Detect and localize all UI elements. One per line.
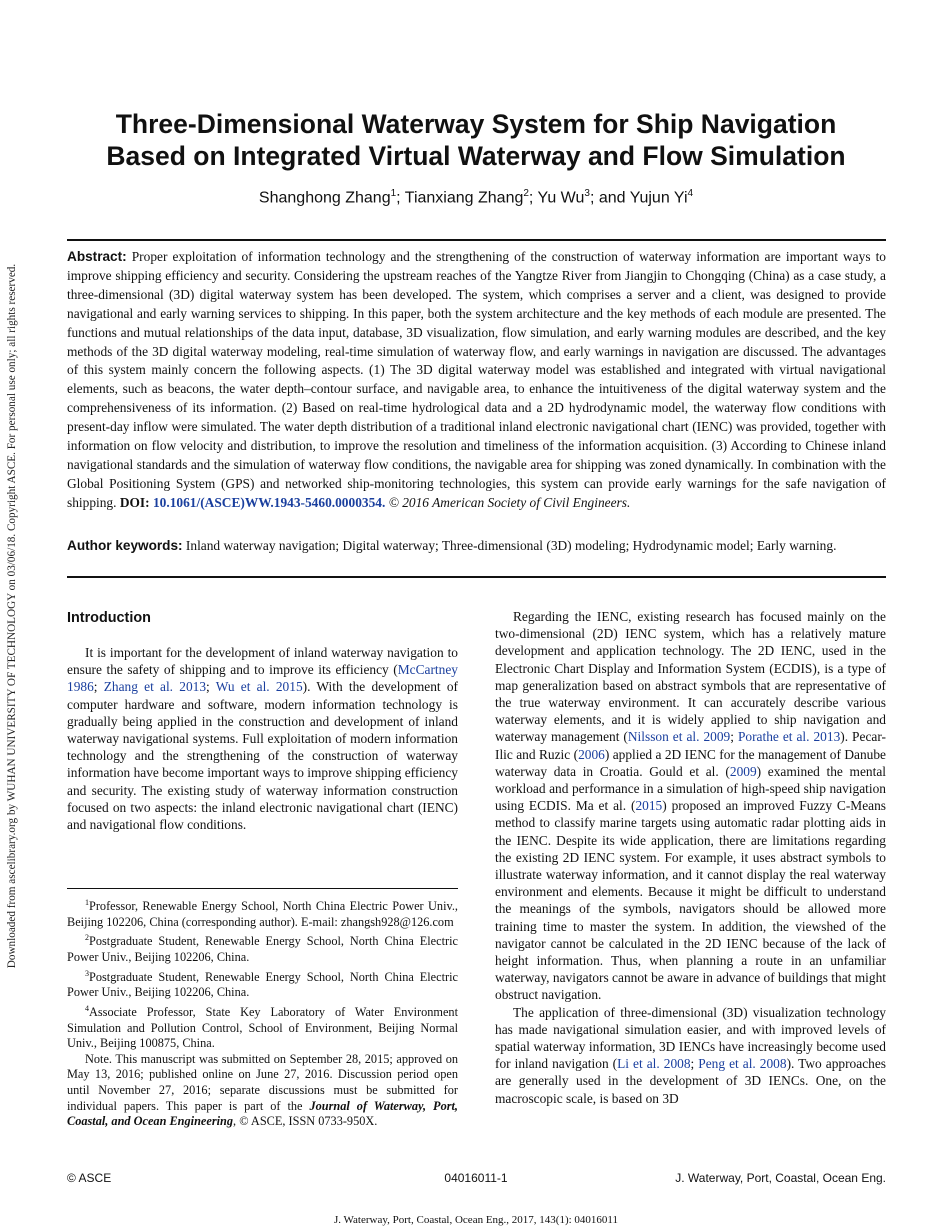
citation-link[interactable]: Wu et al. 2015 bbox=[215, 679, 303, 695]
citation-link[interactable]: Zhang et al. 2013 bbox=[103, 679, 207, 695]
footnote bbox=[67, 1001, 458, 1052]
body-text: The application of three-dimensional (3D) visualization technology has made navigational simulation easier, and with improved levels of spatial waterway information, 3D IENCs have increasingly become used for inland navigation ( bbox=[495, 1004, 886, 1072]
author-affiliation-mark: 1 bbox=[390, 188, 397, 199]
footer-left: © ASCE bbox=[67, 1171, 112, 1185]
footnote-rule bbox=[67, 888, 458, 889]
body-text: ; bbox=[690, 1056, 699, 1072]
author-keywords bbox=[67, 537, 886, 556]
right-paragraph-2 bbox=[495, 1004, 886, 1107]
submission-note bbox=[67, 1052, 458, 1130]
citation-link[interactable]: McCartney 1986 bbox=[67, 662, 458, 695]
author-name: Yu Wu bbox=[537, 189, 585, 207]
body-text: ). With the development of computer hardware and software, modern information technology is gradually being applied in the construction and development of inland waterway navigational systems. Full exploitation of modern information technology and the strengthening of the construction of waterway information have become important ways to improve shipping efficiency and security. The existing study of waterway information construction focused on two aspects: the inland electronic navigational chart (IENC) and navigational flow conditions. bbox=[67, 679, 458, 833]
body-text: ; bbox=[206, 679, 216, 695]
note-text: Note. This manuscript was submitted on September 28, 2015; approved on May 13, 2016; published online on June 27, 2016. Discussion period open until November 27, 2016; separate discussions must be submitted for individual papers. This paper is part of the bbox=[67, 1051, 458, 1113]
keywords-bottom-rule bbox=[67, 576, 886, 578]
footnote-text: Professor, Renewable Energy School, North China Electric Power Univ., Beijing 102206, China (corresponding author). E-mail: zhangsh928@126.com bbox=[67, 899, 458, 929]
footnote bbox=[67, 966, 458, 1001]
body-text: Regarding the IENC, existing research has focused mainly on the two-dimensional (2D) IENC system, which has a relatively mature development and application technology. The 2D IENC, used in the Electronic Chart Display and Information System (ECDIS), is a type of map generalization based on abstract symbols that are representative of the true waterway environment. It can accurately describe various waterway elements, and it is widely applied to ship navigation and waterway management ( bbox=[495, 609, 886, 745]
footnote-mark: 2 bbox=[85, 933, 89, 943]
abstract-text: Proper exploitation of information technology and the strengthening of the construction of waterway information are important ways to improve shipping efficiency and security. Considering the upstream reaches of the Yangtze River from Jiangjin to Chongqing (China) as a case study, a three-dimensional (3D) digital waterway system has been developed. The system, which comprises a server and a client, was designed to provide navigational and early warning services to shipping. In this paper, both the system architecture and the key methods of each module are presented. The functions and mutual relationships of the data input, database, 3D visualization, flow simulation, and early warning modules are described, and the key methods of the 3D digital waterway modeling, real-time simulation of waterway flow, and early warnings in navigation are discussed. The advantages of this system mainly concern the following aspects. (1) The 3D digital waterway model was established and integrated with virtual navigational elements, such as beacons, the water depth–contour surface, and navigable area, to enhance the intuitiveness of the digital waterway system and the comprehensiveness of its information. (2) Based on real-time hydrological data and a 2D hydrodynamic model, the waterway flow conditions with present-day inflow were simulated. The water depth distribution of a traditional inland electronic navigational chart (IENC) was provided, together with information on flow velocity and distribution, to improve the resolution and timeliness of the information acquisition. (3) According to Chinese inland navigational standards and the simulation of waterway flow conditions, the navigable area for shipping was zoned dynamically. In combination with the Global Positioning System (GPS) and networked ship-monitoring technologies, this system can provide early warnings for the safe navigation of shipping. bbox=[67, 249, 886, 510]
author-name: Shanghong Zhang bbox=[258, 189, 391, 207]
author-affiliation-mark: 2 bbox=[523, 188, 529, 199]
footnote-mark: 1 bbox=[85, 898, 89, 907]
note-text-end: , © ASCE, ISSN 0733-950X. bbox=[233, 1114, 378, 1129]
footnote-text: Postgraduate Student, Renewable Energy School, North China Electric Power Univ., Beijing 102206, China. bbox=[67, 934, 458, 964]
author-list bbox=[40, 188, 912, 207]
body-text: ) applied a 2D IENC for the management of Danube waterway data in Croatia. Gould et al. ( bbox=[495, 746, 886, 779]
copyright-notice: © 2016 American Society of Civil Engineers. bbox=[388, 494, 631, 510]
abstract-top-rule bbox=[67, 239, 886, 241]
author-separator: ; and bbox=[589, 189, 630, 207]
introduction-paragraph bbox=[67, 644, 458, 833]
body-text: ). Two approaches are generally used in the development of 3D IENCs. One, on the macroscopic scale, is based on 3D bbox=[495, 1056, 886, 1106]
paper-title bbox=[40, 108, 912, 172]
left-column-body bbox=[67, 644, 458, 833]
body-text: ) examined the mental workload and performance in a simulation of high-speed ship navigation using ECDIS. Ma et al. ( bbox=[495, 763, 886, 814]
footnote-text: Associate Professor, State Key Laboratory of Water Environment Simulation and Pollution Control, School of Environment, Beijing Normal Univ., Beijing 100875, China. bbox=[67, 1004, 458, 1051]
doi-label: DOI: bbox=[119, 494, 150, 510]
footnotes bbox=[67, 895, 458, 1130]
keywords-text: Inland waterway navigation; Digital waterway; Three-dimensional (3D) modeling; Hydrodynamic model; Early warning. bbox=[185, 538, 837, 553]
citation-link[interactable]: Nilsson et al. 2009 bbox=[627, 729, 731, 745]
citation-link[interactable]: Porathe et al. 2013 bbox=[737, 729, 841, 745]
journal-name: Journal of Waterway, Port, Coastal, and Ocean Engineering bbox=[67, 1098, 458, 1129]
author-name: Yujun Yi bbox=[629, 189, 688, 207]
abstract-label: Abstract: bbox=[67, 249, 127, 264]
right-column-body bbox=[495, 608, 886, 1107]
body-text: ; bbox=[93, 679, 104, 695]
author-separator: ; bbox=[396, 189, 405, 207]
right-paragraph-1 bbox=[495, 608, 886, 1004]
footnote bbox=[67, 930, 458, 965]
footer-journal: J. Waterway, Port, Coastal, Ocean Eng. bbox=[675, 1171, 886, 1185]
citation-link[interactable]: 2015 bbox=[635, 798, 663, 814]
body-text: It is important for the development of inland waterway navigation to ensure the safety of shipping and to improve its efficiency ( bbox=[67, 645, 458, 678]
doi-link[interactable]: 10.1061/(ASCE)WW.1943-5460.0000354. bbox=[152, 494, 386, 510]
citation-line: J. Waterway, Port, Coastal, Ocean Eng., 2017, 143(1): 04016011 bbox=[333, 1214, 619, 1226]
keywords-label: Author keywords: bbox=[67, 538, 183, 553]
author-name: Tianxiang Zhang bbox=[404, 189, 524, 207]
citation-link[interactable]: Peng et al. 2008 bbox=[698, 1056, 787, 1072]
body-text: ) proposed an improved Fuzzy C-Means method to classify marine targets using automatic radar plotting aids in the IENC. Despite its wide application, there are limitations regarding the existing 2D IENC system. For example, it uses abstract symbols to illustrate waterway information, and it cannot display the real waterway environment and elements. Because it might be difficult to understand the meanings of the symbols, navigators should be allowed more training time to master the system. In addition, the viewshed of the navigator cannot be calculated in the 2D IENC because of the lack of height information. Thus, when planning a route in an unfamiliar waterway, navigators cannot be aware in advance of buildings that might obstruct navigation. bbox=[495, 798, 886, 1003]
footer-page-id: 04016011-1 bbox=[444, 1171, 508, 1185]
footnote bbox=[67, 895, 458, 930]
author-affiliation-mark: 4 bbox=[687, 188, 694, 199]
footnote-mark: 4 bbox=[85, 1003, 89, 1013]
citation-link[interactable]: Li et al. 2008 bbox=[617, 1056, 691, 1072]
footnote-text: Postgraduate Student, Renewable Energy School, North China Electric Power Univ., Beijing 102206, China. bbox=[67, 969, 458, 1000]
download-notice: Downloaded from ascelibrary.org by WUHAN UNIVERSITY OF TECHNOLOGY on 03/06/18. Copyright ASCE. For personal use only; all rights reserved. bbox=[6, 263, 18, 969]
citation-link[interactable]: 2006 bbox=[578, 746, 605, 762]
body-text: ). Pecar-Ilic and Ruzic ( bbox=[495, 729, 886, 762]
footnote-mark: 3 bbox=[85, 968, 89, 978]
title-line-1: Three-Dimensional Waterway System for Ship Navigation bbox=[115, 109, 837, 139]
download-notice-sidebar bbox=[2, 0, 22, 1232]
body-text: ; bbox=[730, 729, 738, 745]
abstract bbox=[67, 248, 886, 513]
author-affiliation-mark: 3 bbox=[584, 188, 590, 199]
section-heading-introduction: Introduction bbox=[67, 610, 151, 626]
title-line-2: Based on Integrated Virtual Waterway and Flow Simulation bbox=[106, 141, 846, 171]
citation-link[interactable]: 2009 bbox=[729, 763, 757, 779]
author-separator: ; bbox=[528, 189, 538, 207]
